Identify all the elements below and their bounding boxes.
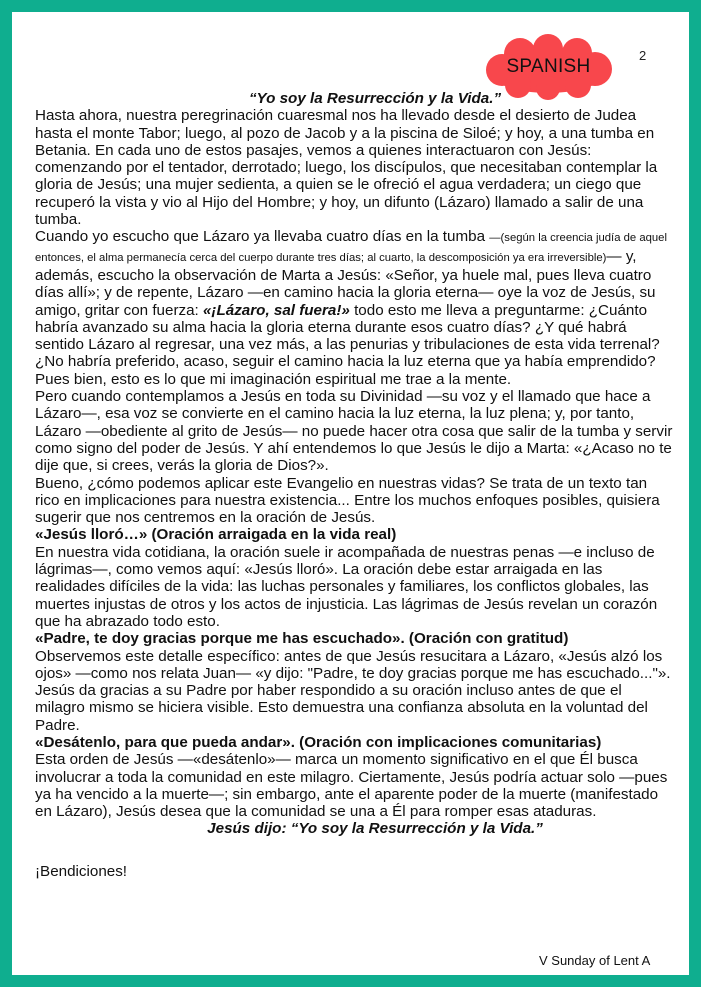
paragraph-gratitude: Observemos este detalle específico: antes de que Jesús resucitara a Lázaro, «Jesús alzó los ojos» —como nos relata Juan— «y dijo: "Padre, te doy gracias porque me has escuchado..."». Jesús da gracias a su Padre por haber respondido a su oración incluso antes de que el milagro mismo se hiciera visible. Esto demuestra una confianza absoluta en la voluntad del Padre. (35, 647, 671, 734)
paragraph-application: Bueno, ¿cómo podemos aplicar este Evangelio en nuestras vidas? Se trata de un texto tan rico en implicaciones para nuestra existencia... Entre los muchos enfoques posibles, quisiera sugerir que nos centremos en la oración de Jesús. (35, 474, 660, 527)
page-number: 2 (639, 48, 647, 63)
paragraph-lazarus (35, 228, 675, 388)
section-heading-wept: «Jesús lloró…» (Oración arraigada en la vida real) (35, 526, 397, 544)
paragraph-wept: En nuestra vida cotidiana, la oración suele ir acompañada de nuestras penas —e incluso de lágrimas—, como vemos aquí: «Jesús lloró». La oración debe estar arraigada en las realidades difíciles de la vida: las luchas personales y familiares, los conflictos globales, las muertes injustas de otros y los actos de injusticia. Las lágrimas de Jesús revelan un corazón que ha abrazado todo esto. (35, 543, 658, 630)
badge-label: SPANISH (506, 56, 591, 77)
paragraph-intro: Hasta ahora, nuestra peregrinación cuaresmal nos ha llevado desde el desierto de Judea hasta el monte Tabor; luego, al pozo de Jacob y a la piscina de Siloé; y hoy, a una tumba en Betania. En cada uno de estos pasajes, vemos a quienes interactuaron con Jesús: comenzando por el tentador, derrotado; luego, los discípulos, que necesitaban contemplar la gloria de Jesús; una mujer sedienta, a quien se le ofreció el agua verdadera; un ciego que recuperó la vista y vio al Hijo del Hombre; y hoy, un difunto (Lázaro) llamado a salir de una tumba. (35, 107, 658, 229)
paragraph-divinity: Pero cuando contemplamos a Jesús en toda su Divinidad —su voz y el llamado que hace a Lázaro—, esa voz se convierte en el camino hacia la luz eterna, la luz plena; y, por tanto, Lázaro —obediente al grito de Jesús— no puede hacer otra cosa que salir de la tumba y servir como signo del poder de Jesús. Y ahí entendemos lo que Jesús le dijo a Marta: «¿Acaso no te dije que, si crees, verás la gloria de Dios?». (35, 388, 673, 475)
document-body (35, 90, 675, 880)
document-title: “Yo soy la Resurrección y la Vida.” (248, 90, 502, 107)
document-page (12, 12, 689, 975)
footer-label: V Sunday of Lent A (539, 953, 651, 968)
paragraph-text: Cuando yo escucho que Lázaro ya llevaba cuatro días en la tumba (35, 228, 490, 246)
paragraph-note: —(según la creencia judía de aquel entonces, el alma permanecía cerca del cuerpo durante tres días; al cuarto, la descomposición ya era irreversible) (35, 232, 667, 264)
paragraph-quote: «¡Lázaro, sal fuera!» (202, 301, 350, 319)
closing-title: Jesús dijo: “Yo soy la Resurrección y la Vida.” (207, 820, 543, 838)
paragraph-text: todo esto me lleva a preguntarme: ¿Cuánto habría avanzado su alma hacia la gloria eterna durante esos cuatro días? ¿Y qué habrá sentido Lázaro al regresar, una vez más, a las penurias y tribulaciones de esta vida terrenal? ¿No habría preferido, acaso, seguir el camino hacia la luz eterna que ya había emprendido? Pues bien, esto es lo que mi imaginación espiritual me trae a la mente. (35, 301, 660, 388)
blessing-text: ¡Bendiciones! (35, 862, 128, 880)
section-heading-gratitude: «Padre, te doy gracias porque me has escuchado». (Oración con gratitud) (35, 630, 569, 648)
paragraph-text: — y, además, escucho la observación de Marta a Jesús: «Señor, ya huele mal, pues lleva cuatro días allí»; y de repente, Lázaro —en camino hacia la gloria eterna— oye la voz de Jesús, su amigo, gritar con fuerza: (35, 247, 656, 319)
section-heading-community: «Desátenlo, para que pueda andar». (Oración con implicaciones comunitarias) (35, 733, 602, 751)
paragraph-community: Esta orden de Jesús —«desátenlo»— marca un momento significativo en el que Él busca involucrar a toda la comunidad en este milagro. Ciertamente, Jesús podría actuar solo —pues ya ha vencido a la muerte—; sin embargo, ante el aparente poder de la muerte (manifestado en Lázaro), Jesús desea que la comunidad se una a Él para romper esas ataduras. (35, 751, 668, 821)
